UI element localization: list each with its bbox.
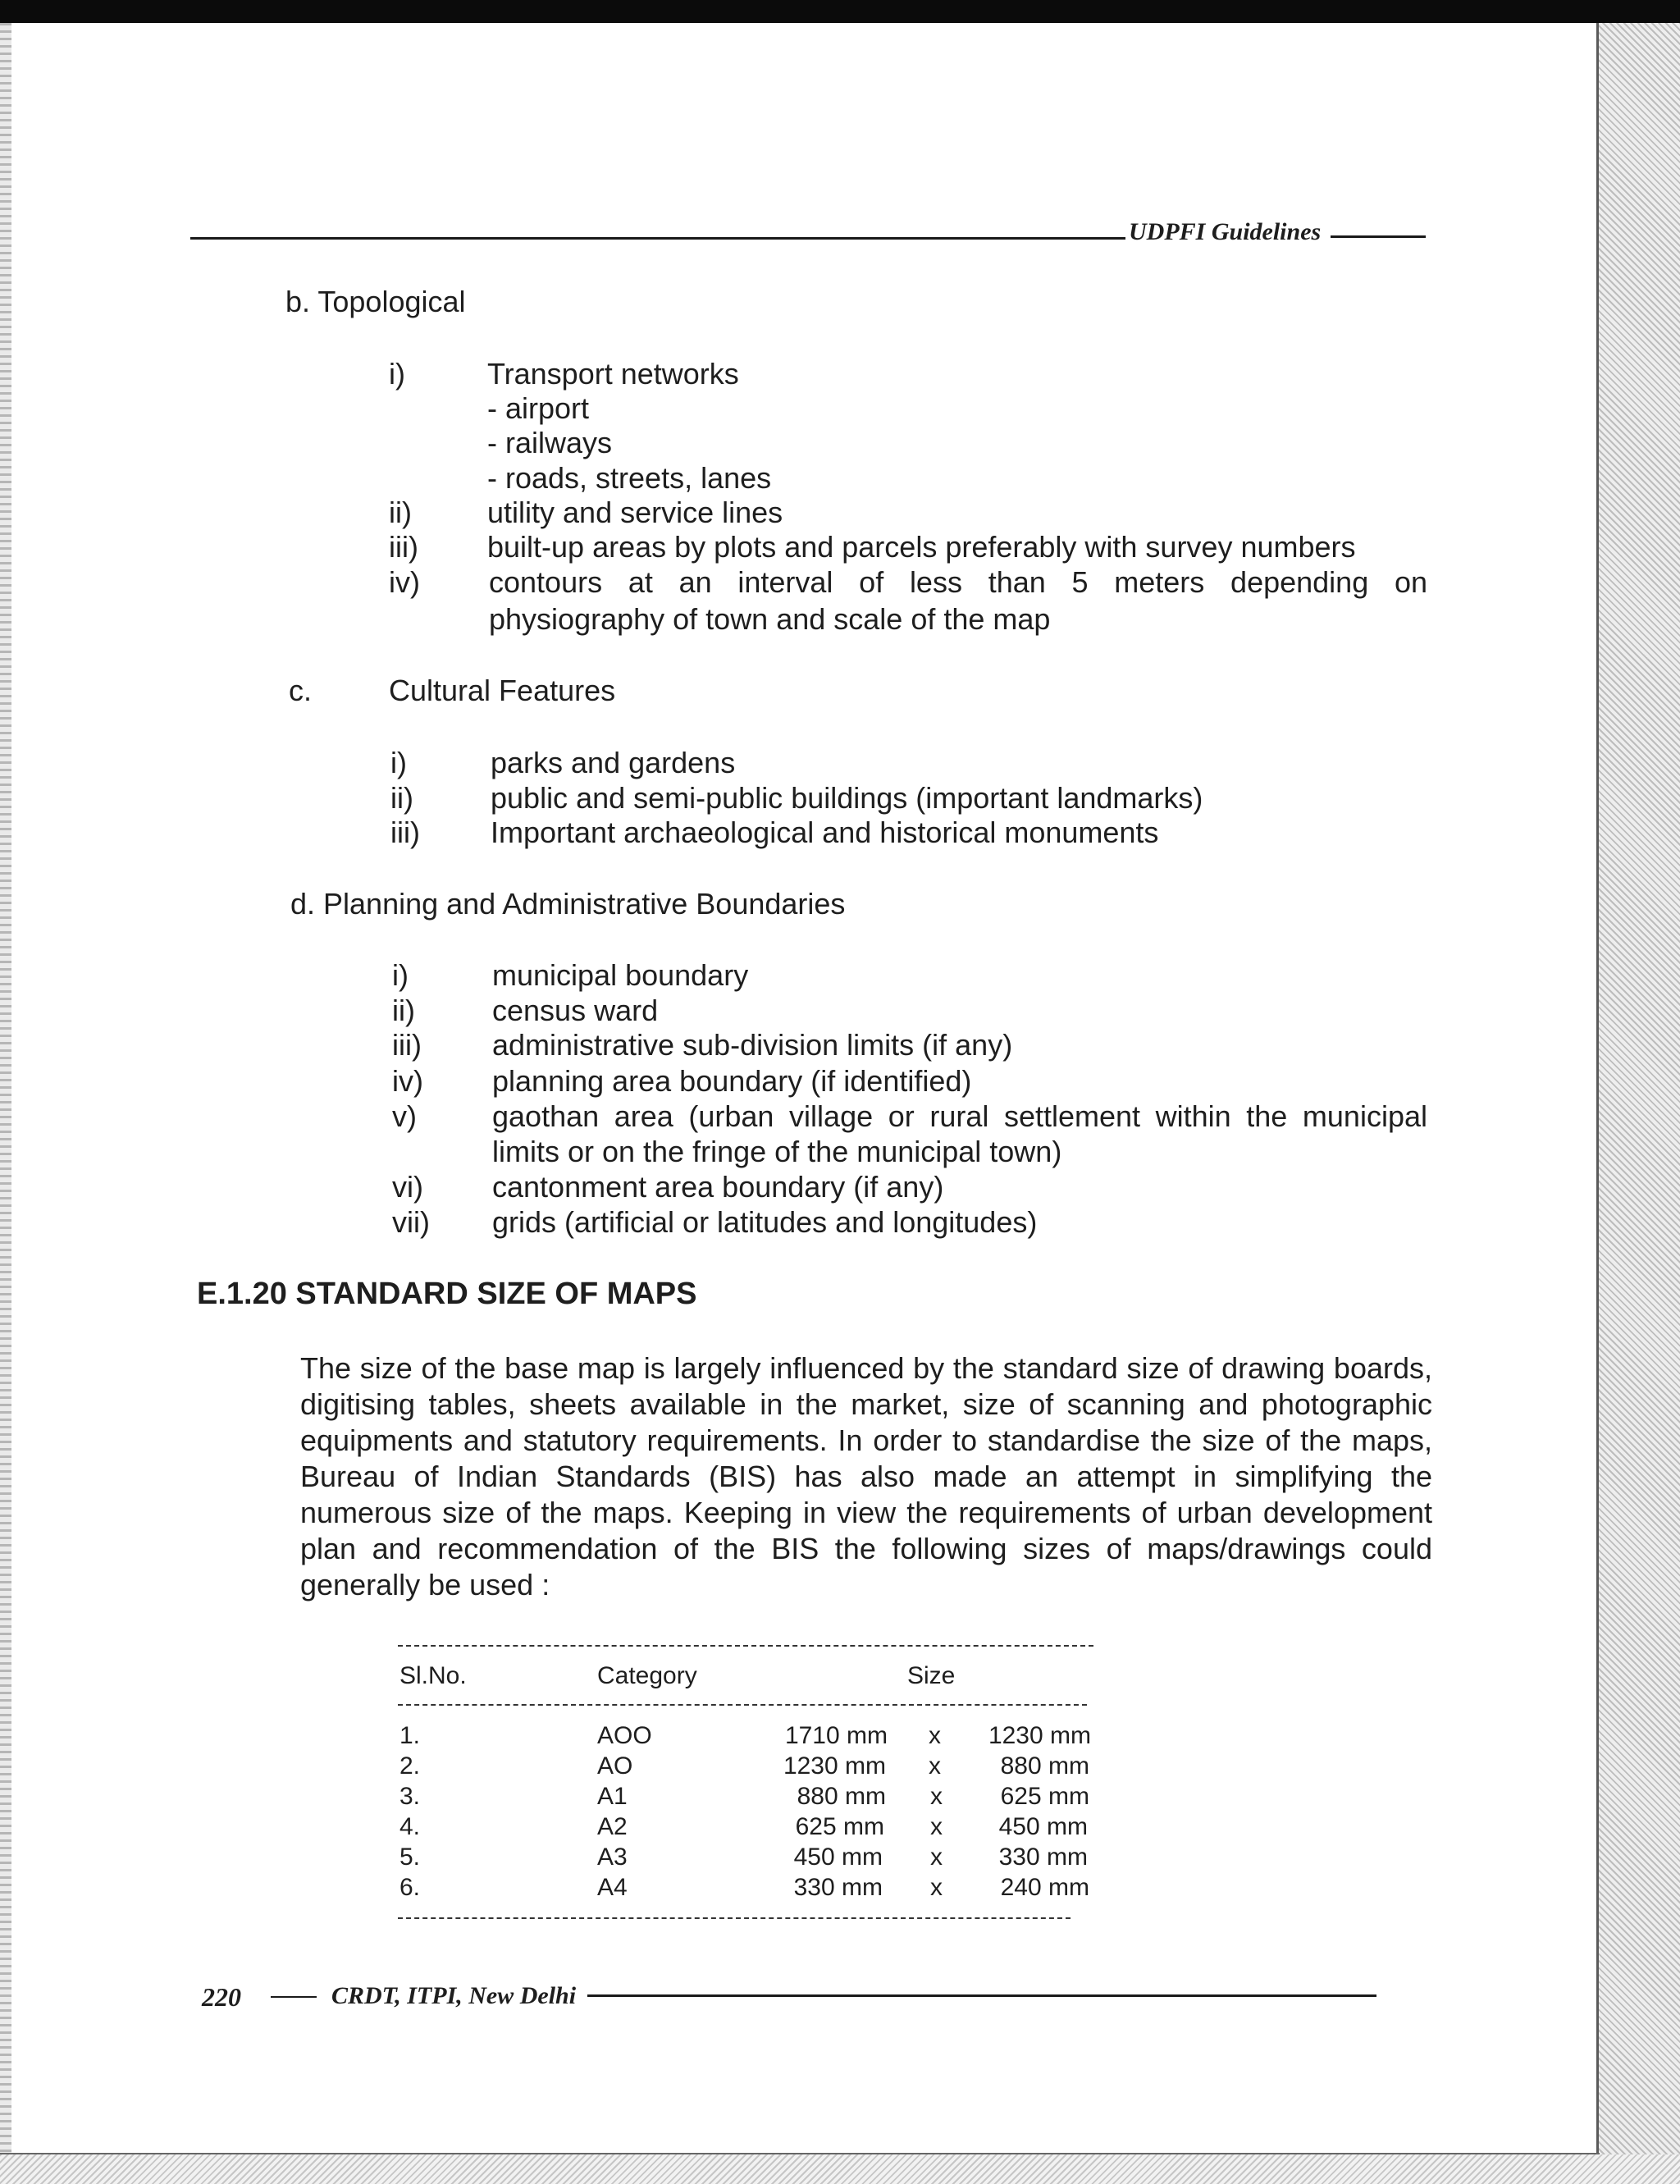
list-item-text: Important archaeological and historical monuments — [491, 816, 1159, 849]
cell-category: AO — [597, 1752, 633, 1780]
list-item-text: gaothan area (urban village or rural settlement within the municipal — [492, 1099, 1427, 1133]
list-number: ii) — [389, 496, 412, 529]
page-number: 220 — [202, 1982, 241, 2012]
list-item-text: planning area boundary (if identified) — [492, 1064, 972, 1098]
cell-width: 880 mm — [797, 1783, 886, 1810]
cell-times: x — [930, 1783, 943, 1810]
list-number: v) — [392, 1099, 417, 1133]
table-header-rule — [398, 1704, 1087, 1706]
cell-slno: 3. — [399, 1783, 421, 1810]
body-paragraph: The size of the base map is largely influenced by the standard size of drawing boards, digitising tables, sheets available in the market, size of scanning and photographic equipments and statutory requirements. In order to standardise the size of the maps, Bureau of Indian Standards (BIS) has also made an attempt in simplifying the numerous size of the maps. Keeping in view the requirements of urban development plan and recommendation of the BIS the following sizes of maps/drawings could generally be used : — [300, 1351, 1432, 1601]
table-top-rule — [398, 1645, 1093, 1647]
footer-text: CRDT, ITPI, New Delhi — [331, 1982, 577, 2009]
cell-category: A2 — [597, 1813, 628, 1840]
table-header-slno: Sl.No. — [399, 1662, 467, 1689]
page-right-border — [1596, 23, 1599, 2181]
page-bottom-border — [0, 2153, 1600, 2154]
table-header-category: Category — [597, 1662, 697, 1689]
cell-width: 1230 mm — [783, 1752, 886, 1780]
cell-slno: 6. — [399, 1874, 421, 1901]
list-number: iii) — [390, 816, 420, 849]
list-item-text: utility and service lines — [487, 496, 783, 529]
list-item-text: grids (artificial or latitudes and longitudes) — [492, 1205, 1038, 1239]
list-number: i) — [392, 958, 409, 992]
cell-height: 450 mm — [998, 1813, 1088, 1840]
cell-height: 880 mm — [1000, 1752, 1089, 1780]
scan-left-edge — [0, 23, 11, 2156]
cell-height: 625 mm — [1000, 1783, 1089, 1810]
list-number: ii) — [390, 781, 413, 815]
list-subitem: - roads, streets, lanes — [487, 461, 772, 495]
list-number: ii) — [392, 994, 415, 1027]
header-rule — [190, 237, 1125, 240]
scan-bottom-edge — [0, 2154, 1680, 2184]
scan-right-edge — [1598, 23, 1680, 2184]
list-item-continuation: limits or on the fringe of the municipal town) — [492, 1135, 1062, 1168]
scan-top-band — [0, 0, 1680, 23]
cell-width: 330 mm — [793, 1874, 883, 1901]
list-item-text: administrative sub-division limits (if any) — [492, 1028, 1013, 1062]
list-number: iii) — [392, 1028, 422, 1062]
cell-slno: 1. — [399, 1722, 421, 1749]
cell-height: 1230 mm — [988, 1722, 1091, 1749]
list-item-text: Transport networks — [487, 357, 739, 391]
section-c-title: Cultural Features — [389, 674, 616, 707]
list-number: i) — [389, 357, 405, 391]
list-item-text: built-up areas by plots and parcels preferably with survey numbers — [487, 530, 1356, 564]
cell-times: x — [929, 1722, 941, 1749]
list-item-text: cantonment area boundary (if any) — [492, 1170, 944, 1204]
list-number: iv) — [389, 565, 420, 599]
list-number: iii) — [389, 530, 418, 564]
list-item-text: parks and gardens — [491, 746, 736, 779]
list-item-text: municipal boundary — [492, 958, 749, 992]
cell-width: 450 mm — [793, 1844, 883, 1871]
list-item-continuation: physiography of town and scale of the map — [489, 602, 1051, 636]
list-number: iv) — [392, 1064, 423, 1098]
table-header-size: Size — [907, 1662, 956, 1689]
cell-height: 240 mm — [1000, 1874, 1089, 1901]
header-rule-right — [1331, 235, 1426, 238]
cell-category: A1 — [597, 1783, 628, 1810]
cell-slno: 5. — [399, 1844, 421, 1871]
cell-times: x — [930, 1874, 943, 1901]
list-number: vi) — [392, 1170, 423, 1204]
cell-times: x — [929, 1752, 941, 1780]
section-b-title: b. Topological — [285, 285, 466, 318]
cell-width: 1710 mm — [784, 1722, 888, 1749]
section-c-label: c. — [289, 674, 313, 707]
table-bottom-rule — [398, 1917, 1071, 1919]
list-subitem: - railways — [487, 426, 613, 459]
header-title: UDPFI Guidelines — [1129, 218, 1322, 245]
cell-category: A3 — [597, 1844, 628, 1871]
cell-category: AOO — [597, 1722, 652, 1749]
footer-dash — [271, 1996, 317, 1998]
cell-category: A4 — [597, 1874, 628, 1901]
cell-times: x — [930, 1844, 943, 1871]
cell-slno: 4. — [399, 1813, 421, 1840]
section-heading: E.1.20 STANDARD SIZE OF MAPS — [197, 1277, 697, 1311]
section-d-title: d. Planning and Administrative Boundaries — [290, 887, 846, 921]
list-number: i) — [390, 746, 407, 779]
list-item-text: public and semi-public buildings (important landmarks) — [491, 781, 1203, 815]
footer-rule — [587, 1994, 1376, 1997]
list-number: vii) — [392, 1205, 430, 1239]
list-item-text: census ward — [492, 994, 659, 1027]
cell-height: 330 mm — [998, 1844, 1088, 1871]
list-item-text: contours at an interval of less than 5 meters depending on — [489, 565, 1427, 599]
list-subitem: - airport — [487, 391, 590, 425]
cell-times: x — [930, 1813, 943, 1840]
cell-slno: 2. — [399, 1752, 421, 1780]
cell-width: 625 mm — [795, 1813, 884, 1840]
